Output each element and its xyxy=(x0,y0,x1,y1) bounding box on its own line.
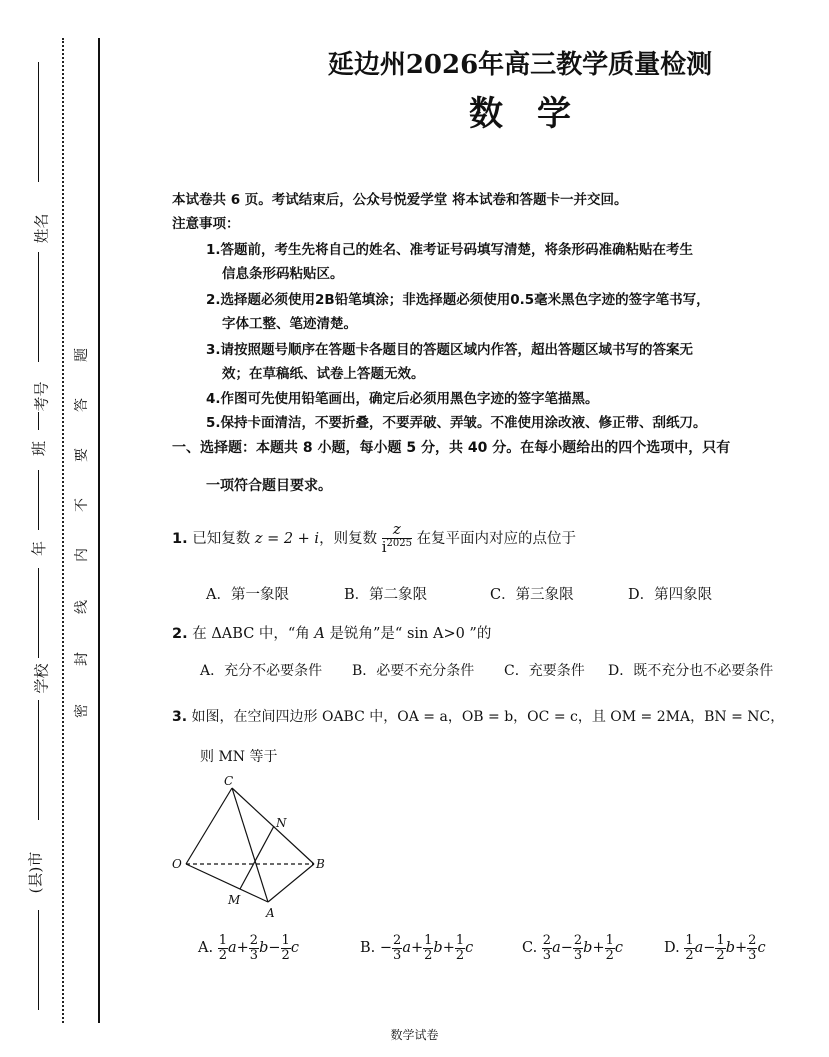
q2-text-c: 是锐角”是“ sin A>0 ”的 xyxy=(324,626,492,642)
solid-binding-line xyxy=(98,38,100,1023)
q3-option-a: A. $\frac{1}{2}$ a+ $\frac{2}{3}$ b− $\frac{1}{2}$ c xyxy=(198,933,299,963)
edge-oc xyxy=(186,788,232,864)
exam-no-blank xyxy=(38,252,39,362)
page-footer: 数学试卷 xyxy=(390,1028,439,1042)
city-blank-top xyxy=(38,700,39,820)
notice-item: 2.选择题必须使用2B铅笔填涂；非选择题必须使用0.5毫米黑色字迹的签字笔书写， xyxy=(206,292,710,308)
q2-option-d: D．既不充分也不必要条件 xyxy=(608,663,774,679)
label-c: C xyxy=(224,774,234,788)
label-a: A xyxy=(266,906,275,920)
label-m: M xyxy=(228,893,241,907)
q2-option-b: B．必要不充分条件 xyxy=(352,663,475,679)
label-n: N xyxy=(276,816,287,830)
edge-oa xyxy=(186,864,268,902)
q1-frac-den: i xyxy=(381,537,387,556)
seal-char: 密 xyxy=(74,704,90,718)
notice-item: 3.请按照题号顺序在答题卡各题目的答题区域内作答，超出答题区域书写的答案无 xyxy=(206,342,694,358)
city-label: (县)市 xyxy=(26,851,45,894)
question-1 xyxy=(172,522,576,556)
seal-char: 答 xyxy=(74,398,90,412)
edge-ab xyxy=(268,864,314,902)
q3-option-d: D. $\frac{1}{2}$ a− $\frac{1}{2}$ b+ $\frac{2}{3}$ c xyxy=(664,933,766,963)
q1-text-mid: ，则复数 xyxy=(319,530,378,547)
q1-option-a: A．第一象限 xyxy=(206,587,289,603)
class-label: 班 xyxy=(30,440,49,457)
school-label: 学校 xyxy=(32,663,51,694)
label-o: O xyxy=(172,857,182,871)
notice-item: 4.作图可先使用铅笔画出，确定后必须用黑色字迹的签字笔描黑。 xyxy=(206,391,599,407)
exam-no-label: 考号 xyxy=(32,381,51,412)
question-number: 2. xyxy=(172,626,188,642)
seal-char: 封 xyxy=(74,652,90,666)
q3-option-c: C. $\frac{2}{3}$ a− $\frac{2}{3}$ b+ $\frac{1}{2}$ c xyxy=(522,933,624,963)
label-b: B xyxy=(316,857,325,871)
q2-text-a: 在 ΔABC 中，“角 xyxy=(192,626,315,642)
q1-option-c: C．第三象限 xyxy=(490,587,574,603)
exam-intro: 本试卷共 6 页。考试结束后，公众号悦爱学堂 将本试卷和答题卡一并交回。 xyxy=(172,192,628,208)
subject-title: 数 学 xyxy=(469,94,571,134)
question-3 xyxy=(172,706,784,726)
q1-option-b: B．第二象限 xyxy=(344,587,428,603)
question-number: 3. xyxy=(172,709,188,725)
q1-frac-num: z xyxy=(392,520,401,538)
seal-char: 内 xyxy=(74,548,90,562)
city-blank-bottom xyxy=(38,910,39,1010)
q3-option-letter: B. xyxy=(360,940,376,957)
section-heading-cont: 一项符合题目要求。 xyxy=(206,478,332,494)
name-blank xyxy=(38,62,39,182)
q2-text-b: A xyxy=(314,626,325,642)
seal-char: 要 xyxy=(74,448,90,462)
page-title: 延边州2026年高三教学质量检测 xyxy=(327,50,713,80)
q3-option-letter: C. xyxy=(522,940,538,957)
q1-text-pre: 已知复数 xyxy=(192,530,251,547)
notice-item: 效；在草稿纸、试卷上答题无效。 xyxy=(222,366,425,382)
tetrahedron-figure xyxy=(168,772,338,922)
q1-frac-exp: 2025 xyxy=(386,537,412,549)
notice-item: 5.保持卡面清洁，不要折叠，不要弄破、弄皱。不准使用涂改液、修正带、刮纸刀。 xyxy=(206,415,707,431)
segment-mn xyxy=(240,826,274,889)
seal-char: 线 xyxy=(74,600,90,614)
grade-blank xyxy=(38,470,39,530)
name-label: 姓名 xyxy=(32,213,51,244)
dotted-cut-line xyxy=(62,38,64,1023)
notice-label: 注意事项： xyxy=(172,216,240,232)
q3-option-letter: D. xyxy=(664,940,680,957)
school-blank xyxy=(38,568,39,658)
notice-item: 1.答题前，考生先将自己的姓名、准考证号码填写清楚，将条形码准确粘贴在考生 xyxy=(206,242,694,258)
q3-option-b: B. − $\frac{2}{3}$ a+ $\frac{1}{2}$ b+ $\frac{1}{2}$ c xyxy=(360,933,474,963)
grade-label: 年 xyxy=(30,540,49,557)
notice-item: 字体工整、笔迹清楚。 xyxy=(222,316,357,332)
seal-char: 不 xyxy=(74,498,90,512)
q1-expr: z = 2 + i xyxy=(254,530,320,547)
notice-item: 信息条形码粘贴区。 xyxy=(222,266,344,282)
q2-option-a: A．充分不必要条件 xyxy=(200,663,323,679)
class-blank xyxy=(38,412,39,430)
q3-option-letter: A. xyxy=(198,940,214,957)
seal-char: 题 xyxy=(74,348,90,362)
q3-line1: 如图，在空间四边形 OABC 中，OA = a，OB = b，OC = c，且 OM = 2MA，BN = NC， xyxy=(191,709,785,725)
q2-option-c: C．充要条件 xyxy=(504,663,585,679)
q1-option-d: D．第四象限 xyxy=(628,587,713,603)
question-2 xyxy=(172,622,491,643)
q3-line2: 则 MN 等于 xyxy=(200,749,278,765)
q1-text-post: 在复平面内对应的点位于 xyxy=(416,530,577,547)
section-heading: 一、选择题：本题共 8 小题，每小题 5 分，共 40 分。在每小题给出的四个选项中，只有 xyxy=(172,440,731,456)
q1-fraction xyxy=(382,522,412,556)
question-number: 1. xyxy=(172,530,188,547)
